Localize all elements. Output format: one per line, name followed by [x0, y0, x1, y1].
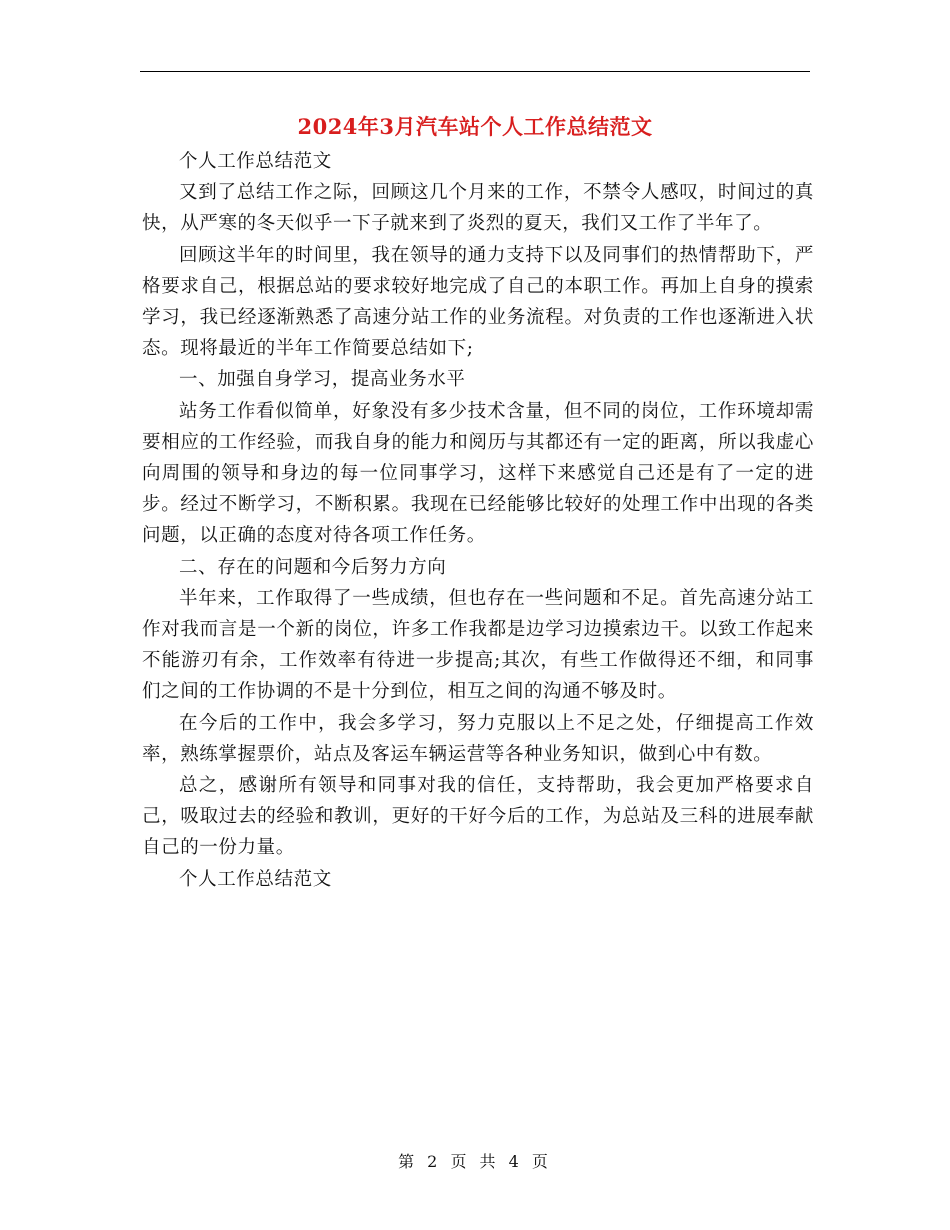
- section-heading-2: 二、存在的问题和今后努力方向: [179, 556, 447, 578]
- document-body: [142, 146, 814, 895]
- section-1-paragraph: 站务工作看似简单，好象没有多少技术含量，但不同的岗位，工作环境却需要相应的工作经验，而我自身的能力和阅历与其都还有一定的距离，所以我虚心向周围的领导和身边的每一位同事学习，这样下来感觉自己还是有了一定的进步。经过不断学习，不断积累。我现在已经能够比较好的处理工作中出现的各类问题，以正确的态度对待各项工作任务。: [142, 400, 814, 547]
- review-paragraph: 回顾这半年的时间里，我在领导的通力支持下以及同事们的热情帮助下，严格要求自己，根据总站的要求较好地完成了自己的本职工作。再加上自身的摸索学习，我已经逐渐熟悉了高速分站工作的业务流程。对负责的工作也逐渐进入状态。现将最近的半年工作简要总结如下;: [142, 244, 814, 360]
- problems-paragraph: 半年来，工作取得了一些成绩，但也存在一些问题和不足。首先高速分站工作对我而言是一个新的岗位，许多工作我都是边学习边摸索边干。以致工作起来不能游刃有余，工作效率有待进一步提高;其次，有些工作做得还不细，和同事们之间的工作协调的不是十分到位，相互之间的沟通不够及时。: [142, 587, 814, 703]
- subtitle-paragraph: 个人工作总结范文: [179, 151, 332, 172]
- future-paragraph: 在今后的工作中，我会多学习，努力克服以上不足之处，仔细提高工作效率，熟练掌握票价，站点及客运车辆运营等各种业务知识，做到心中有数。: [142, 712, 814, 765]
- header-rule: [140, 71, 810, 72]
- next-section-title: 个人工作总结范文: [179, 868, 332, 890]
- conclusion-paragraph: 总之，感谢所有领导和同事对我的信任，支持帮助，我会更加严格要求自己，吸取过去的经验和教训，更好的干好今后的工作，为总站及三科的进展奉献自己的一份力量。: [142, 775, 814, 859]
- page-number-footer: 第 2 页 共 4 页: [398, 1152, 552, 1171]
- intro-paragraph: 又到了总结工作之际，回顾这几个月来的工作，不禁令人感叹，时间过的真快，从严寒的冬天似乎一下子就来到了炎烈的夏天，我们又工作了半年了。: [142, 182, 814, 235]
- section-heading-1: 一、加强自身学习，提高业务水平: [179, 369, 466, 391]
- document-title: 2024年3月汽车站个人工作总结范文: [297, 114, 653, 139]
